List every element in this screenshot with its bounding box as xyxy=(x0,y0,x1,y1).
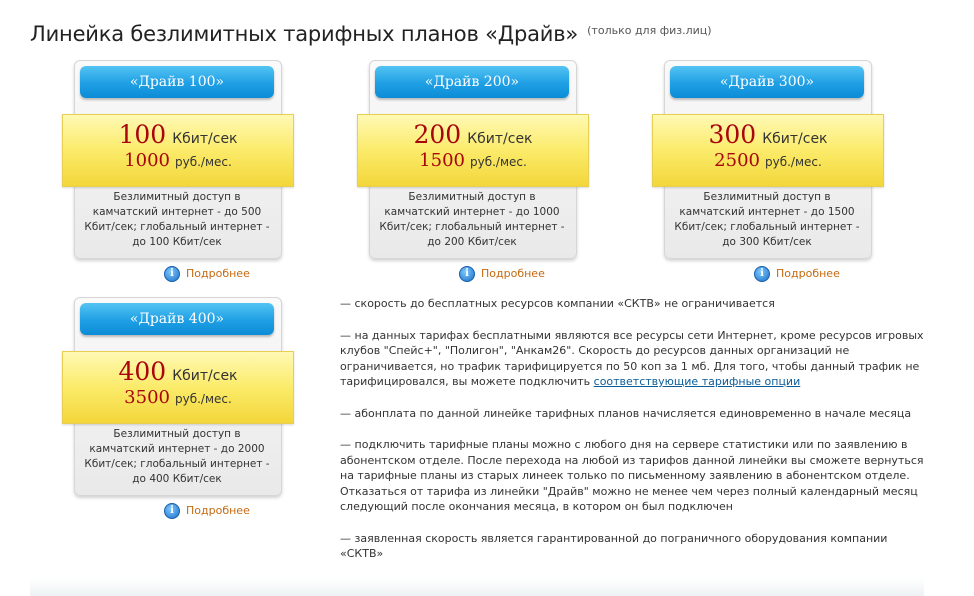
plan-speed: 300 xyxy=(708,120,757,149)
plan-speed: 400 xyxy=(118,357,167,386)
plan-card-drive-300 xyxy=(652,60,884,280)
plan-description: Безлимитный доступ в камчатский интернет - до 1000 Кбит/сек; глобальный интернет - до 200 Кбит/сек xyxy=(379,191,565,248)
plan-more-link[interactable] xyxy=(170,267,250,280)
plan-price-unit: руб./мес. xyxy=(174,392,232,406)
title-row xyxy=(30,22,712,46)
info-icon[interactable]: i xyxy=(459,266,475,282)
plan-more-label: Подробнее xyxy=(186,267,250,280)
plan-card-drive-200 xyxy=(357,60,589,280)
plan-price-unit: руб./мес. xyxy=(174,155,232,169)
plan-more-link[interactable] xyxy=(170,504,250,517)
plan-speed-unit: Кбит/сек xyxy=(762,131,828,147)
plan-price-band xyxy=(652,114,884,187)
plan-name-button[interactable]: «Драйв 300» xyxy=(670,66,864,98)
info-icon[interactable]: i xyxy=(164,503,180,519)
plan-speed-unit: Кбит/сек xyxy=(467,131,533,147)
plan-more-label: Подробнее xyxy=(776,267,840,280)
note-free-traffic xyxy=(340,328,925,390)
plan-name-button[interactable]: «Драйв 100» xyxy=(80,66,274,98)
plan-price: 3500 xyxy=(124,387,170,408)
plan-more-label: Подробнее xyxy=(186,504,250,517)
plan-price-band xyxy=(62,114,294,187)
note-free-resources-speed: — скорость до бесплатных ресурсов компании «СКТВ» не ограничивается xyxy=(340,297,775,310)
tariff-options-link[interactable]: соответствующие тарифные опции xyxy=(593,375,801,388)
info-icon[interactable]: i xyxy=(164,266,180,282)
footer-bar xyxy=(30,578,924,596)
plan-price: 1000 xyxy=(124,150,170,171)
plan-name-button[interactable]: «Драйв 200» xyxy=(375,66,569,98)
plan-price-unit: руб./мес. xyxy=(469,155,527,169)
note-monthly-fee: — абонплата по данной линейке тарифных планов начисляется единовременно в начале месяца xyxy=(340,406,912,420)
plan-speed-unit: Кбит/сек xyxy=(172,131,238,147)
note-guaranteed-speed: — заявленная скорость является гарантированной до пограничного оборудования компании «СКТВ» xyxy=(340,531,888,560)
plan-card-drive-100 xyxy=(62,60,294,280)
plan-speed: 100 xyxy=(118,120,167,149)
plan-more-link[interactable] xyxy=(465,267,545,280)
page-subtitle: (только для физ.лиц) xyxy=(587,24,712,37)
tariff-notes xyxy=(340,296,925,578)
plan-more-link[interactable] xyxy=(760,267,840,280)
info-icon[interactable]: i xyxy=(754,266,770,282)
plan-price-unit: руб./мес. xyxy=(764,155,822,169)
plan-price: 1500 xyxy=(419,150,465,171)
plan-price-band xyxy=(357,114,589,187)
note-connection: — подключить тарифные планы можно с любого дня на сервере статистики или по заявлению в абонентском отделе. После перехода на любой из тарифов данной линейки вы сможете вернуться на тарифные планы из старых линеек только по письменному заявлению в абонентском отделе. Отказаться от тарифа из линейки "Драйв" можно не менее чем через полный календарный месяц следующий после окончания месяца, в котором он был подключен xyxy=(340,438,924,513)
plan-name-button[interactable]: «Драйв 400» xyxy=(80,303,274,335)
plan-speed: 200 xyxy=(413,120,462,149)
plan-speed-unit: Кбит/сек xyxy=(172,368,238,384)
plan-description: Безлимитный доступ в камчатский интернет - до 500 Кбит/сек; глобальный интернет - до 100 Кбит/сек xyxy=(84,191,270,248)
plan-card-drive-400 xyxy=(62,297,294,517)
page-title: Линейка безлимитных тарифных планов «Драйв» xyxy=(30,22,579,46)
plan-description: Безлимитный доступ в камчатский интернет - до 2000 Кбит/сек; глобальный интернет - до 400 Кбит/сек xyxy=(84,428,270,485)
plan-price: 2500 xyxy=(714,150,760,171)
note-free-traffic-text: — на данных тарифах бесплатными являются все ресурсы сети Интернет, кроме ресурсов игровых клубов "Спейс+", "Полигон", "Анкам26". Скорость до ресурсов данных организаций не ограничивается, но трафик тарифицируется по 50 коп за 1 мб. Для того, чтобы данный трафик не тарифицировался, вы можете подключить xyxy=(340,328,924,388)
plan-price-band xyxy=(62,351,294,424)
plan-description: Безлимитный доступ в камчатский интернет - до 1500 Кбит/сек; глобальный интернет - до 300 Кбит/сек xyxy=(674,191,860,248)
plan-more-label: Подробнее xyxy=(481,267,545,280)
